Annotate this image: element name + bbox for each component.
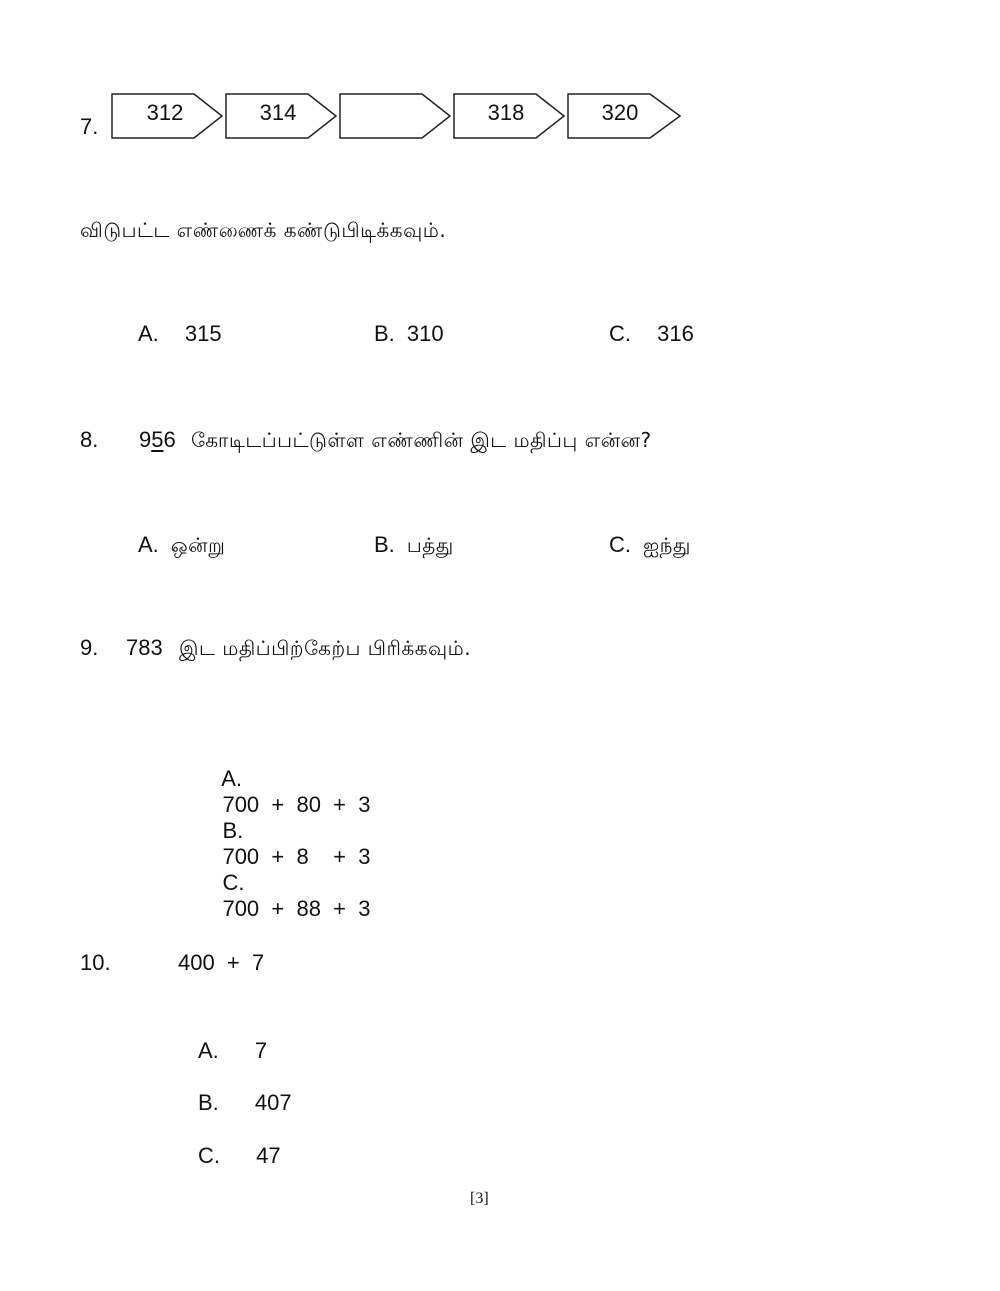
- option-letter: B.: [222, 818, 244, 843]
- option-text: 316: [657, 321, 694, 346]
- sequence-value-2: 314: [259, 100, 297, 125]
- q7-prompt: விடுபட்ட எண்ணைக் கண்டுபிடிக்கவும்.: [80, 218, 447, 242]
- option-letter: B.: [374, 532, 395, 557]
- option-letter: C.: [198, 1143, 220, 1168]
- q7-number: 7.: [80, 114, 99, 139]
- q10-option-a[interactable]: [198, 1038, 267, 1064]
- q8-digit-underlined: 5: [151, 427, 164, 452]
- option-letter: A.: [138, 532, 159, 557]
- option-text: ஐந்து: [643, 533, 691, 557]
- q8-number-value: [139, 427, 176, 453]
- option-letter: C.: [609, 321, 631, 346]
- q7-option-c[interactable]: [609, 321, 694, 347]
- option-letter: C.: [222, 870, 245, 895]
- q7-option-b[interactable]: [374, 321, 444, 347]
- option-text: ஒன்று: [170, 533, 226, 557]
- sequence-value-4: 318: [487, 100, 525, 125]
- option-letter: A.: [138, 321, 159, 346]
- q10-number: 10.: [80, 950, 111, 975]
- q10-option-b[interactable]: [198, 1090, 292, 1116]
- q8-option-a[interactable]: [138, 532, 225, 558]
- option-letter: B.: [374, 321, 395, 346]
- option-text: 700 + 8 + 3: [222, 844, 371, 869]
- option-letter: A.: [221, 766, 243, 791]
- q9-number: 9.: [80, 635, 99, 660]
- option-text: 7: [254, 1038, 268, 1063]
- option-letter: A.: [198, 1038, 219, 1063]
- sequence-value-5: 320: [601, 100, 639, 125]
- q8-number: 8.: [80, 427, 99, 452]
- option-text: 315: [184, 321, 222, 346]
- q9-option-c[interactable]: [198, 844, 370, 948]
- option-text: 700 + 88 + 3: [222, 896, 371, 921]
- q9-prompt: இட மதிப்பிற்கேற்ப பிரிக்கவும்.: [179, 636, 472, 660]
- q8-digit-hundreds: 9: [139, 427, 152, 452]
- q8-digit-ones: 6: [163, 427, 176, 452]
- page-number: [3]: [470, 1190, 489, 1207]
- q8-option-c[interactable]: [609, 532, 691, 558]
- sequence-value-1: 312: [146, 100, 184, 125]
- q7-option-a[interactable]: [138, 321, 222, 347]
- q9-value: 783: [126, 635, 163, 660]
- q10-expression: 400 + 7: [178, 950, 265, 975]
- option-letter: C.: [609, 532, 631, 557]
- q10-option-c[interactable]: [198, 1143, 281, 1169]
- option-text: 407: [254, 1090, 292, 1115]
- option-text: பத்து: [406, 533, 454, 557]
- option-text: 310: [406, 321, 444, 346]
- q8-option-b[interactable]: [374, 532, 454, 558]
- q8-prompt: கோடிடப்பட்டுள்ள எண்ணின் இட மதிப்பு என்ன?: [191, 428, 652, 452]
- sequence-box-3-blank: [340, 94, 450, 138]
- option-text: 700 + 80 + 3: [222, 792, 371, 817]
- option-text: 47: [256, 1143, 281, 1168]
- option-letter: B.: [198, 1090, 219, 1115]
